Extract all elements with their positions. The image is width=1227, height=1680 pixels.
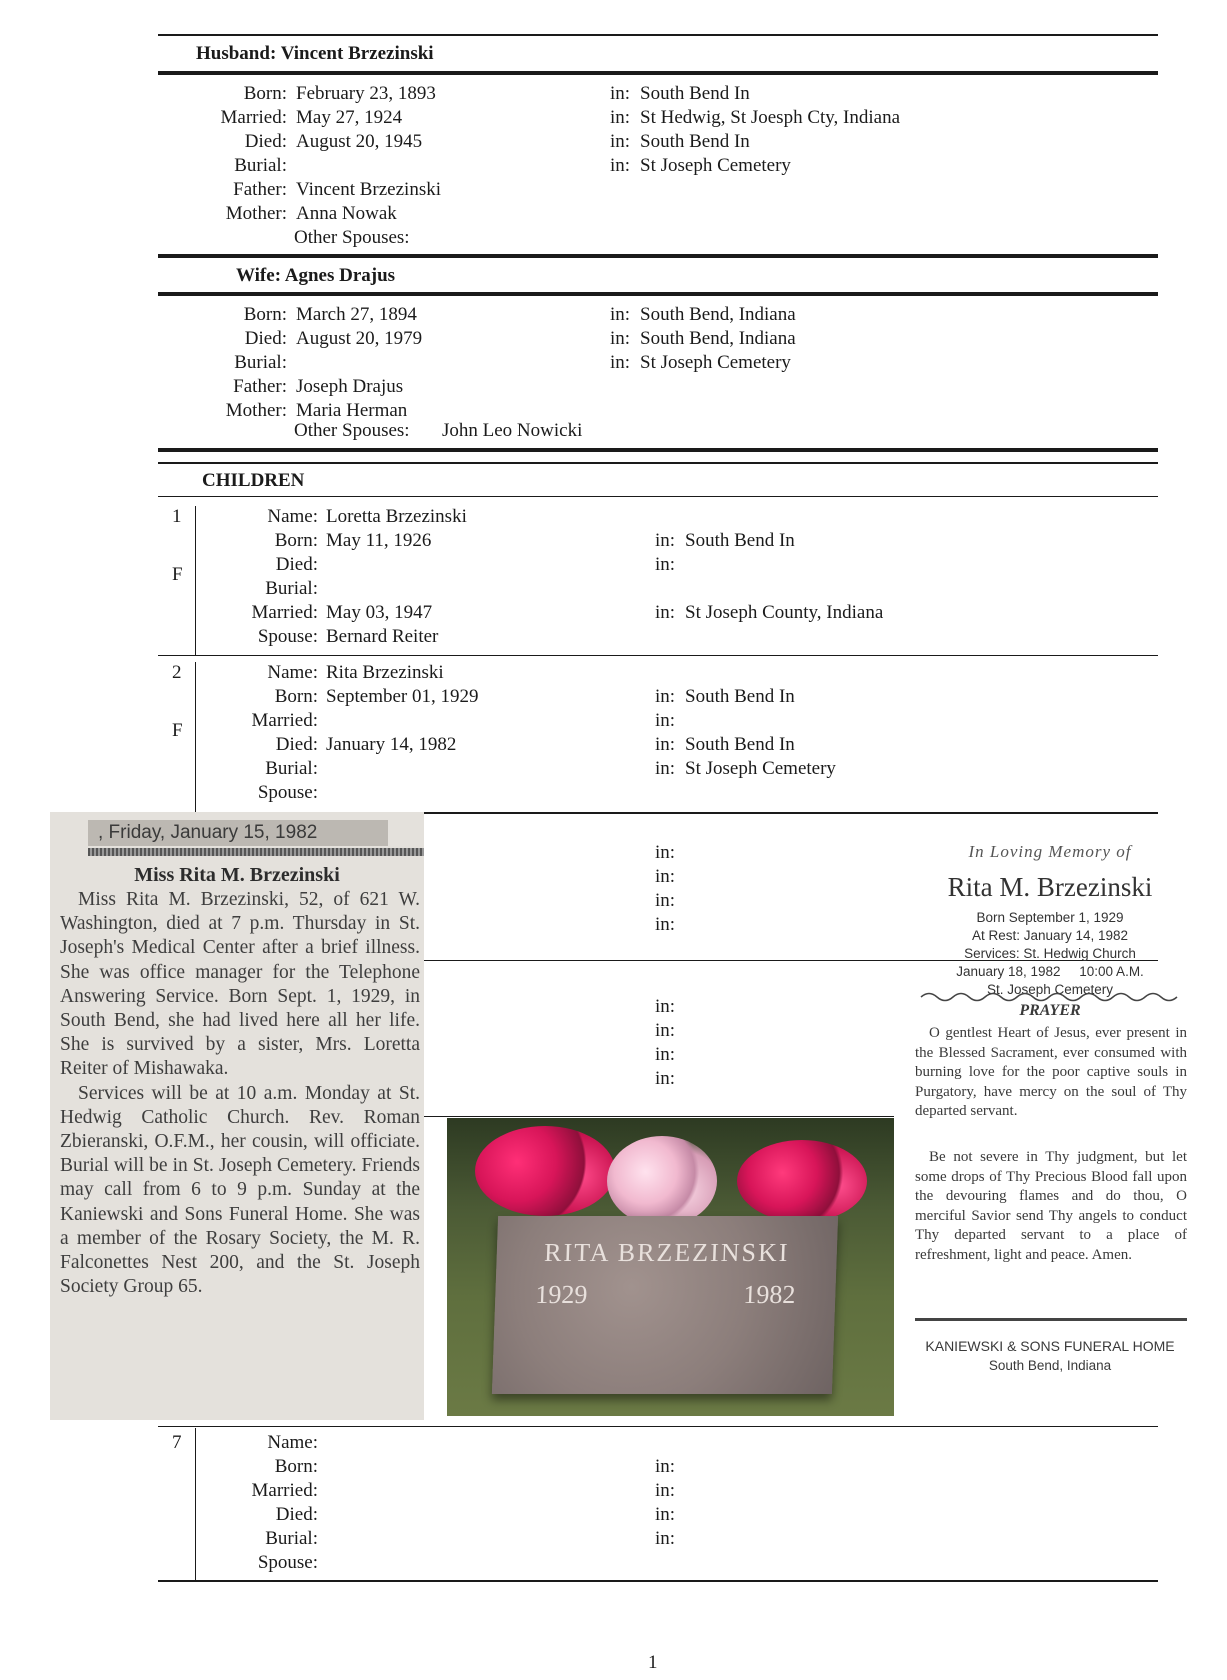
wife-top-rule xyxy=(158,254,1158,258)
child-label: Died: xyxy=(275,554,318,575)
child-label: Born: xyxy=(274,1456,318,1477)
child-rule-7 xyxy=(158,1426,1158,1427)
child-vline-2 xyxy=(195,662,196,812)
husband-place: South Bend In xyxy=(640,83,750,104)
child-value: May 11, 1926 xyxy=(326,530,432,551)
card-prayer-title: PRAYER xyxy=(1019,1002,1081,1019)
flower-bunch-left xyxy=(475,1126,615,1216)
child-number: 2 xyxy=(172,662,182,683)
wife-value: March 27, 1894 xyxy=(296,304,417,325)
child-label: Spouse: xyxy=(257,1552,318,1573)
husband-other-spouses-label: Other Spouses: xyxy=(294,227,410,248)
husband-value: Vincent Brzezinski xyxy=(296,179,442,200)
child-rule-hidden-b xyxy=(424,1116,894,1117)
husband-label: Burial: xyxy=(234,155,287,176)
card-funeral-home: KANIEWSKI & SONS FUNERAL HOME xyxy=(925,1338,1175,1354)
child-in: in: xyxy=(655,710,676,731)
child-in: in: xyxy=(655,734,676,755)
wife-value: Maria Herman xyxy=(296,400,408,421)
card-name: Rita M. Brzezinski xyxy=(947,872,1153,902)
card-at-rest: At Rest: January 14, 1982 xyxy=(971,928,1129,943)
wife-label: Born: xyxy=(243,304,287,325)
wife-name: Agnes Drajus xyxy=(284,265,396,286)
wife-rule xyxy=(158,292,1158,296)
card-services: Services: St. Hedwig Church xyxy=(964,946,1136,961)
child-place: South Bend In xyxy=(685,530,795,551)
children-top-rule-thin xyxy=(158,462,1158,464)
wife-value: Joseph Drajus xyxy=(296,376,404,397)
card-title: In Loving Memory of xyxy=(968,842,1132,861)
headstone-years xyxy=(535,1280,796,1310)
child-place: St Joseph Cemetery xyxy=(685,758,836,779)
wife-place: South Bend, Indiana xyxy=(640,304,796,325)
headstone-name: RITA BRZEZINSKI xyxy=(543,1238,790,1267)
husband-value: February 23, 1893 xyxy=(296,83,436,104)
husband-heading: Husband: Vincent Brzezinski xyxy=(196,43,434,64)
child-number: 7 xyxy=(172,1432,182,1453)
child-label: Born: xyxy=(274,530,318,551)
bottom-rule xyxy=(158,1580,1158,1582)
child-label: Died: xyxy=(275,734,318,755)
card-city: South Bend, Indiana xyxy=(988,1358,1112,1373)
card-rule xyxy=(915,1318,1187,1321)
hidden-in: in: xyxy=(655,866,676,887)
card-prayer-1: O gentlest Heart of Jesus, ever present in the Blessed Sacrament, ever consumed with burning love for the poor captive souls in Purgatory, have mercy on the soul of Thy departed servant. xyxy=(915,1025,1187,1120)
wife-label: Burial: xyxy=(234,352,287,373)
child-value: Bernard Reiter xyxy=(326,626,439,647)
hidden-in: in: xyxy=(655,1068,676,1089)
husband-in: in: xyxy=(610,155,631,176)
child-rule-2 xyxy=(158,655,1158,656)
child-in: in: xyxy=(655,758,676,779)
child-in: in: xyxy=(655,554,676,575)
husband-value: Anna Nowak xyxy=(296,203,397,224)
husband-name: Vincent Brzezinski xyxy=(280,43,434,64)
clipping-date: , Friday, January 15, 1982 xyxy=(88,820,388,846)
wife-label: Died: xyxy=(244,328,287,349)
child-label: Spouse: xyxy=(257,626,318,647)
child-in: in: xyxy=(655,1456,676,1477)
child-value: May 03, 1947 xyxy=(326,602,433,623)
child-label: Burial: xyxy=(265,1528,318,1549)
clipping-body xyxy=(60,888,420,1299)
child-label: Died: xyxy=(275,1504,318,1525)
husband-label: Died: xyxy=(244,131,287,152)
wife-place: South Bend, Indiana xyxy=(640,328,796,349)
headstone-year-born: 1929 xyxy=(534,1280,588,1309)
obituary-clipping xyxy=(50,812,424,1420)
clipping-paragraph-2: Services will be at 10 a.m. Monday at St. Hedwig Catholic Church. Rev. Roman Zbieranski, O.F.M., her cousin, will officiate. Burial will be in St. Joseph Cemetery. Friends may call from 6 to 9 p.m. Sunday at the Kaniewski and Sons Funeral Home. She was a member of the Rosary Society, the M. R. Falconettes Nest 200, and the St. Joseph Society Group 65. xyxy=(60,1082,420,1298)
wife-in: in: xyxy=(610,328,631,349)
child-sex: F xyxy=(172,564,183,585)
hidden-in: in: xyxy=(655,996,676,1017)
child-value: Loretta Brzezinski xyxy=(326,506,467,527)
children-top-rule xyxy=(158,448,1158,452)
wife-heading: Wife: Agnes Drajus xyxy=(236,265,396,286)
child-place: South Bend In xyxy=(685,686,795,707)
hidden-in: in: xyxy=(655,914,676,935)
child-in: in: xyxy=(655,530,676,551)
top-rule xyxy=(158,34,1158,36)
child-vline-1 xyxy=(195,506,196,656)
husband-in: in: xyxy=(610,131,631,152)
child-value: Rita Brzezinski xyxy=(326,662,444,683)
flower-bunch-right xyxy=(737,1140,867,1222)
child-label: Burial: xyxy=(265,578,318,599)
child-in: in: xyxy=(655,686,676,707)
husband-value: May 27, 1924 xyxy=(296,107,403,128)
wife-in: in: xyxy=(610,304,631,325)
clipping-paragraph-1: Miss Rita M. Brzezinski, 52, of 621 W. Washington, died at 7 p.m. Thursday in St. Joseph's Medical Center after a brief illness. She was office manager for the Telephone Answering Service. Born Sept. 1, 1929, in South Bend, she had lived here all her life. She is survived by a sister, Mrs. Loretta Reiter of Mishawaka. xyxy=(60,889,420,1080)
wife-label: Father: xyxy=(233,376,287,397)
wife-other-spouses: John Leo Nowicki xyxy=(442,420,583,441)
husband-label: Born: xyxy=(243,83,287,104)
child-in: in: xyxy=(655,1528,676,1549)
child-value: September 01, 1929 xyxy=(326,686,479,707)
child-label: Married: xyxy=(251,602,318,623)
child-in: in: xyxy=(655,1504,676,1525)
husband-in: in: xyxy=(610,107,631,128)
headstone-photo xyxy=(447,1118,894,1416)
headstone-year-died: 1982 xyxy=(742,1280,796,1309)
card-service-date: January 18, 1982 10:00 A.M. xyxy=(956,964,1144,979)
wife-value: August 20, 1979 xyxy=(296,328,423,349)
card-prayer-2: Be not severe in Thy judgment, but let some drops of Thy Precious Blood fall upon the devouring flames and do thou, O merciful Savior send Thy angels to conduct Thy departed servant to a place of refreshment, light and peace. Amen. xyxy=(915,1149,1187,1263)
child-label: Burial: xyxy=(265,758,318,779)
husband-place: St Joseph Cemetery xyxy=(640,155,791,176)
wife-label: Mother: xyxy=(225,400,287,421)
card-cemetery: St. Joseph Cemetery xyxy=(986,982,1114,997)
children-heading: CHILDREN xyxy=(202,470,305,491)
child-label: Name: xyxy=(267,506,318,527)
wife-place: St Joseph Cemetery xyxy=(640,352,791,373)
page-number: 1 xyxy=(648,1652,658,1673)
child-label: Name: xyxy=(267,662,318,683)
child-label: Born: xyxy=(274,686,318,707)
husband-value: August 20, 1945 xyxy=(296,131,423,152)
husband-in: in: xyxy=(610,83,631,104)
husband-label: Father: xyxy=(233,179,287,200)
child-value: January 14, 1982 xyxy=(326,734,457,755)
memorial-card xyxy=(905,830,1195,1390)
husband-rule xyxy=(158,71,1158,75)
husband-place: St Hedwig, St Joesph Cty, Indiana xyxy=(640,107,901,128)
wife-in: in: xyxy=(610,352,631,373)
child-in: in: xyxy=(655,1480,676,1501)
hidden-in: in: xyxy=(655,890,676,911)
clipping-headline: Miss Rita M. Brzezinski xyxy=(134,864,340,886)
husband-place: South Bend In xyxy=(640,131,750,152)
clipping-masthead-band xyxy=(88,848,424,856)
child-place: St Joseph County, Indiana xyxy=(685,602,884,623)
child-label: Married: xyxy=(251,1480,318,1501)
child-label: Spouse: xyxy=(257,782,318,803)
card-born: Born September 1, 1929 xyxy=(976,910,1124,925)
flower-bunch-center xyxy=(607,1136,717,1226)
hidden-in: in: xyxy=(655,1020,676,1041)
headstone xyxy=(492,1216,838,1394)
hidden-in: in: xyxy=(655,1044,676,1065)
child-vline-7 xyxy=(195,1428,196,1580)
child-sex: F xyxy=(172,720,183,741)
child-label: Name: xyxy=(267,1432,318,1453)
wife-other-spouses-label: Other Spouses: xyxy=(294,420,410,441)
child-place: South Bend In xyxy=(685,734,795,755)
child-label: Married: xyxy=(251,710,318,731)
husband-label: Married: xyxy=(220,107,287,128)
child-in: in: xyxy=(655,602,676,623)
children-heading-rule xyxy=(158,496,1158,497)
child-number: 1 xyxy=(172,506,182,527)
husband-label: Mother: xyxy=(225,203,287,224)
hidden-in: in: xyxy=(655,842,676,863)
